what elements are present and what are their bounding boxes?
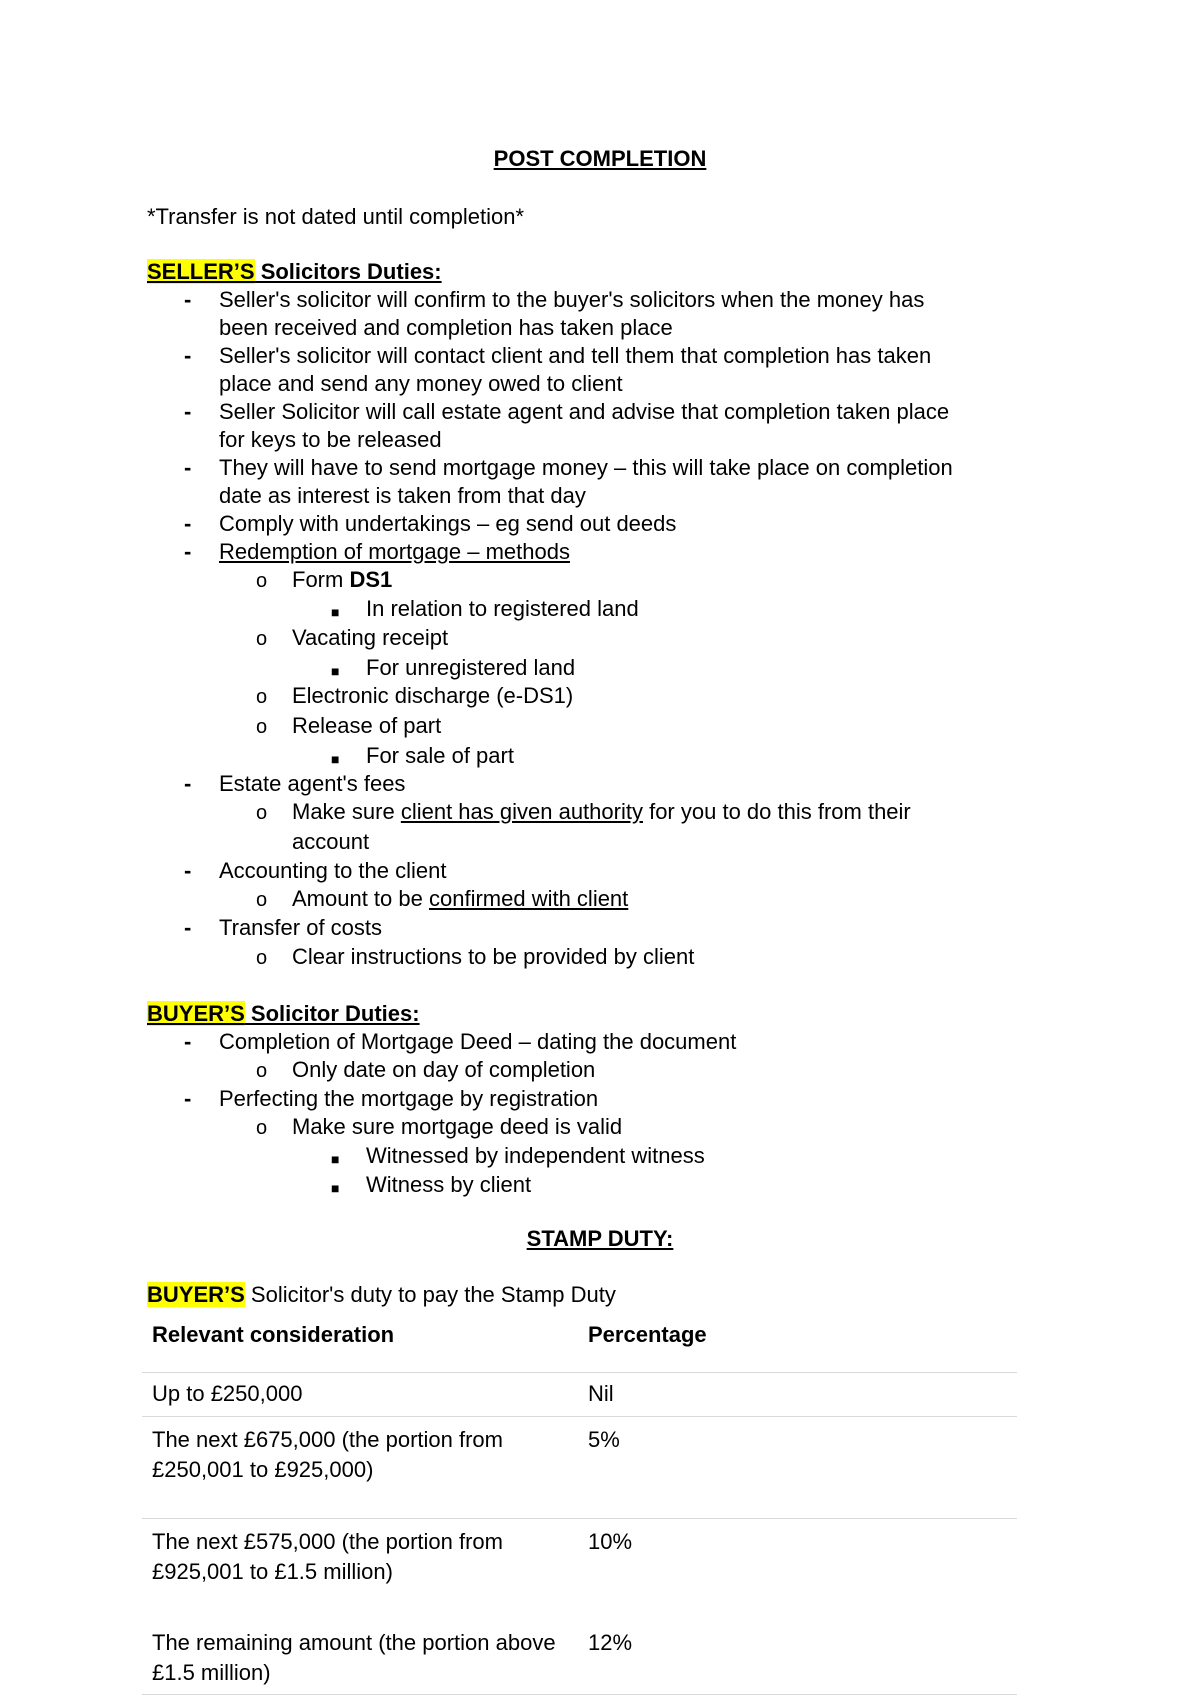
dash-bullet: - bbox=[184, 1086, 192, 1111]
dash-bullet: - bbox=[184, 858, 192, 883]
list-item: Accounting to the client bbox=[219, 858, 447, 883]
list-item: Estate agent's fees bbox=[219, 771, 406, 796]
sub-sub-item: Witness by client bbox=[366, 1172, 532, 1197]
sub-item bbox=[292, 885, 628, 913]
buyer-highlight: BUYER’S bbox=[147, 1001, 245, 1026]
sub-item: Release of part bbox=[292, 713, 442, 738]
list-item: They will have to send mortgage money – this will take place on completion bbox=[219, 455, 953, 480]
sub-item bbox=[292, 798, 911, 826]
text-run-underlined: client has given authority bbox=[400, 799, 643, 824]
circle-bullet: o bbox=[256, 686, 268, 708]
sub-item: Clear instructions to be provided by client bbox=[292, 944, 695, 969]
circle-bullet: o bbox=[256, 570, 268, 592]
dash-bullet: - bbox=[184, 539, 192, 564]
sub-item-cont: account bbox=[292, 829, 370, 854]
seller-heading bbox=[147, 258, 442, 286]
stamp-highlight: BUYER’S bbox=[147, 1282, 245, 1307]
table-row bbox=[142, 1518, 1017, 1620]
circle-bullet: o bbox=[256, 716, 268, 738]
square-bullet: ■ bbox=[331, 751, 340, 767]
list-item: Seller Solicitor will call estate agent and advise that completion taken place bbox=[219, 399, 950, 424]
page-title: POST COMPLETION bbox=[493, 146, 707, 171]
circle-bullet: o bbox=[256, 628, 268, 650]
stamp-duty-heading: STAMP DUTY: bbox=[526, 1226, 674, 1251]
dash-bullet: - bbox=[184, 287, 192, 312]
table-row bbox=[142, 1372, 1017, 1416]
text-run-underlined: confirmed with client bbox=[428, 886, 629, 911]
list-item-cont: been received and completion has taken place bbox=[219, 315, 673, 340]
list-item: Perfecting the mortgage by registration bbox=[219, 1086, 599, 1111]
square-bullet: ■ bbox=[331, 1151, 340, 1167]
transfer-note: *Transfer is not dated until completion* bbox=[147, 204, 525, 229]
dash-bullet: - bbox=[184, 771, 192, 796]
table-cell: Nil bbox=[588, 1380, 614, 1406]
text-run: Make sure bbox=[292, 799, 401, 824]
list-item: Seller's solicitor will confirm to the buyer's solicitors when the money has bbox=[219, 287, 925, 312]
stamp-intro-rest: Solicitor's duty to pay the Stamp Duty bbox=[244, 1282, 616, 1307]
stamp-duty-table bbox=[142, 1316, 1017, 1695]
sub-item: Electronic discharge (e-DS1) bbox=[292, 683, 574, 708]
circle-bullet: o bbox=[256, 1060, 268, 1082]
square-bullet: ■ bbox=[331, 1180, 340, 1196]
square-bullet: ■ bbox=[331, 604, 340, 620]
sub-sub-item: In relation to registered land bbox=[366, 596, 639, 621]
list-item-cont: date as interest is taken from that day bbox=[219, 483, 586, 508]
table-header-row bbox=[142, 1316, 1017, 1372]
seller-highlight: SELLER’S bbox=[147, 259, 255, 284]
dash-bullet: - bbox=[184, 511, 192, 536]
buyer-heading-rest: Solicitor Duties: bbox=[244, 1001, 420, 1026]
list-item: Comply with undertakings – eg send out deeds bbox=[219, 511, 677, 536]
circle-bullet: o bbox=[256, 947, 268, 969]
table-row bbox=[142, 1620, 1017, 1694]
table-cell: 12% bbox=[588, 1630, 633, 1655]
stamp-intro bbox=[147, 1281, 616, 1309]
table-row bbox=[142, 1416, 1017, 1518]
list-item-cont: for keys to be released bbox=[219, 427, 442, 452]
sub-item: Vacating receipt bbox=[292, 625, 449, 650]
table-cell: The next £575,000 (the portion from £925,001 to £1.5 million) bbox=[152, 1528, 503, 1584]
dash-bullet: - bbox=[184, 1029, 192, 1054]
table-cell: The next £675,000 (the portion from £250,001 to £925,000) bbox=[152, 1426, 503, 1482]
list-item: Seller's solicitor will contact client and tell them that completion has taken bbox=[219, 343, 932, 368]
dash-bullet: - bbox=[184, 455, 192, 480]
dash-bullet: - bbox=[184, 915, 192, 940]
column-header: Relevant consideration bbox=[152, 1322, 395, 1347]
column-header: Percentage bbox=[588, 1322, 707, 1347]
square-bullet: ■ bbox=[331, 663, 340, 679]
list-item-cont: place and send any money owed to client bbox=[219, 371, 623, 396]
table-cell: Up to £250,000 bbox=[152, 1380, 303, 1406]
sub-item-form bbox=[292, 566, 392, 594]
form-ds1: DS1 bbox=[349, 567, 393, 592]
dash-bullet: - bbox=[184, 399, 192, 424]
sub-sub-item: For unregistered land bbox=[366, 655, 576, 680]
form-label: Form bbox=[292, 567, 350, 592]
dash-bullet: - bbox=[184, 343, 192, 368]
sub-sub-item: Witnessed by independent witness bbox=[366, 1143, 705, 1168]
circle-bullet: o bbox=[256, 889, 268, 911]
text-run: Amount to be bbox=[292, 886, 429, 911]
table-cell: 10% bbox=[588, 1528, 633, 1554]
text-run: for you to do this from their bbox=[642, 799, 911, 824]
sub-item: Only date on day of completion bbox=[292, 1057, 596, 1082]
circle-bullet: o bbox=[256, 802, 268, 824]
table-cell: The remaining amount (the portion above £1.5 million) bbox=[152, 1630, 556, 1685]
seller-heading-rest: Solicitors Duties: bbox=[254, 259, 442, 284]
buyer-heading bbox=[147, 1000, 420, 1028]
table-cell: 5% bbox=[588, 1426, 620, 1452]
list-item: Completion of Mortgage Deed – dating the document bbox=[219, 1029, 737, 1054]
list-item: Transfer of costs bbox=[219, 915, 383, 940]
sub-sub-item: For sale of part bbox=[366, 743, 514, 768]
sub-item: Make sure mortgage deed is valid bbox=[292, 1114, 623, 1139]
list-item: Redemption of mortgage – methods bbox=[219, 539, 570, 564]
circle-bullet: o bbox=[256, 1117, 268, 1139]
